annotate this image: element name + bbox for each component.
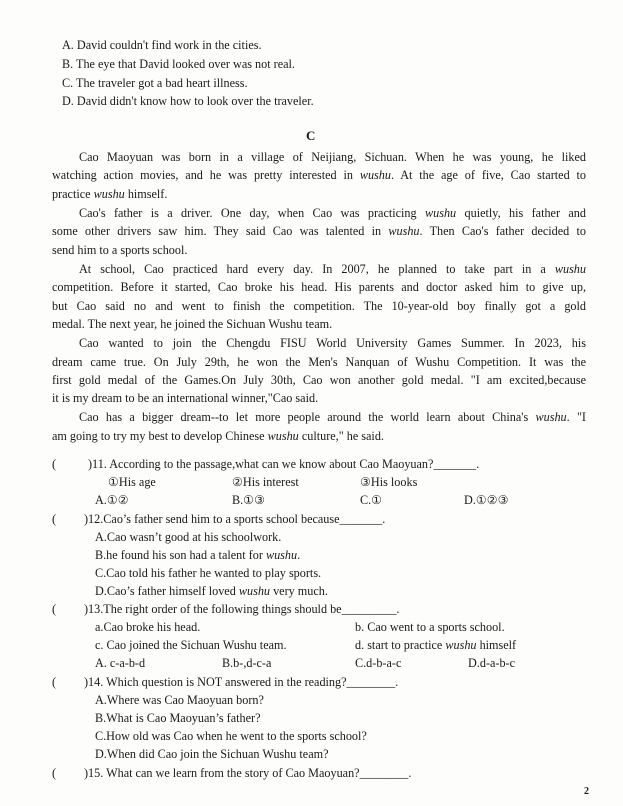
passage-line: but Cao said no and went to finish the competition. The 10-year-old boy finally got a gold <box>52 299 586 313</box>
passage-line: Cao Maoyuan was born in a village of Neijiang, Sichuan. When he was young, he liked <box>79 150 586 164</box>
q11-item: ①His age <box>108 475 156 489</box>
question-11-stem: )11. According to the passage,what can we know about Cao Maoyuan?_______. <box>88 457 480 471</box>
prev-option-c: C. The traveler got a bad heart illness. <box>62 76 248 90</box>
q14-option-c: C.How old was Cao when he went to the sports school? <box>95 729 367 743</box>
q13-option-b: B.b-,d-c-a <box>222 656 272 670</box>
q11-item: ②His interest <box>232 475 299 489</box>
q14-option-d: D.When did Cao join the Sichuan Wushu team? <box>95 747 329 761</box>
passage-line: first gold medal of the Games.On July 30th, Cao won another gold medal. "I am excited,because <box>52 373 586 387</box>
q11-option-d: D.①②③ <box>464 493 509 507</box>
q12-option-b: B.he found his son had a talent for wushu. <box>95 548 301 562</box>
q11-option-b: B.①③ <box>232 493 266 507</box>
passage-line: At school, Cao practiced hard every day. In 2007, he planned to take part in a wushu <box>79 262 586 276</box>
q11-item: ③His looks <box>360 475 418 489</box>
q14-option-a: A.Where was Cao Maoyuan born? <box>95 693 264 707</box>
q13-event-d: d. start to practice wushu himself <box>355 638 517 652</box>
passage-line: practice wushu himself. <box>52 187 168 201</box>
q13-event-a: a.Cao broke his head. <box>95 620 201 634</box>
passage-line: competition. Before it started, Cao broke his head. His parents and doctor asked him to give up, <box>52 280 586 294</box>
answer-bracket: ( <box>52 675 57 689</box>
question-15-stem: )15. What can we learn from the story of Cao Maoyuan?________. <box>84 766 412 780</box>
q13-option-d: D.d-a-b-c <box>468 656 516 670</box>
passage-line: some other drivers saw him. They said Cao was talented in wushu. Then Cao's father decided to <box>52 224 586 238</box>
passage-line: Cao wanted to join the Chengdu FISU World University Games Summer. In 2023, his <box>79 336 586 350</box>
passage-line: send him to a sports school. <box>52 243 188 257</box>
q12-option-a: A.Cao wasn’t good at his schoolwork. <box>95 530 282 544</box>
q13-option-a: A. c-a-b-d <box>95 656 146 670</box>
section-heading: C <box>306 128 316 143</box>
passage-line: Cao's father is a driver. One day, when Cao was practicing wushu quietly, his father and <box>79 206 586 220</box>
q11-option-a: A.①② <box>95 493 129 507</box>
passage-line: watching action movies, and he was pretty interested in wushu. At the age of five, Cao started to <box>52 168 587 182</box>
question-13-stem: )13.The right order of the following things should be_________. <box>84 602 400 616</box>
answer-bracket: ( <box>52 602 57 616</box>
q12-option-d: D.Cao’s father himself loved wushu very much. <box>95 584 328 598</box>
answer-bracket: ( <box>52 512 57 526</box>
q14-option-b: B.What is Cao Maoyuan’s father? <box>95 711 261 725</box>
question-14-stem: )14. Which question is NOT answered in the reading?________. <box>84 675 399 689</box>
passage-line: am going to try my best to develop Chinese wushu culture," he said. <box>52 429 384 443</box>
question-12-stem: )12.Cao’s father send him to a sports school because_______. <box>84 512 386 526</box>
q13-option-c: C.d-b-a-c <box>355 656 402 670</box>
prev-option-b: B. The eye that David looked over was not real. <box>62 57 295 71</box>
answer-bracket: ( <box>52 766 57 780</box>
prev-option-a: A. David couldn't find work in the cities. <box>62 38 262 52</box>
passage-line: it is my dream to be an international winner,"Cao said. <box>52 391 319 405</box>
q13-event-c: c. Cao joined the Sichuan Wushu team. <box>95 638 287 652</box>
passage-line: dream came true. On July 29th, he won the Men's Nanquan of Wushu Competition. It was the <box>52 355 586 369</box>
q12-option-c: C.Cao told his father he wanted to play sports. <box>95 566 322 580</box>
prev-option-d: D. David didn't know how to look over the traveler. <box>62 94 314 108</box>
answer-bracket: ( <box>52 457 57 471</box>
page-number: 2 <box>584 786 589 797</box>
passage-line: medal. The next year, he joined the Sichuan Wushu team. <box>52 317 333 331</box>
q13-event-b: b. Cao went to a sports school. <box>355 620 505 634</box>
q11-option-c: C.① <box>360 493 383 507</box>
passage-line: Cao has a bigger dream--to let more people around the world learn about China's wushu. "I <box>79 410 586 424</box>
